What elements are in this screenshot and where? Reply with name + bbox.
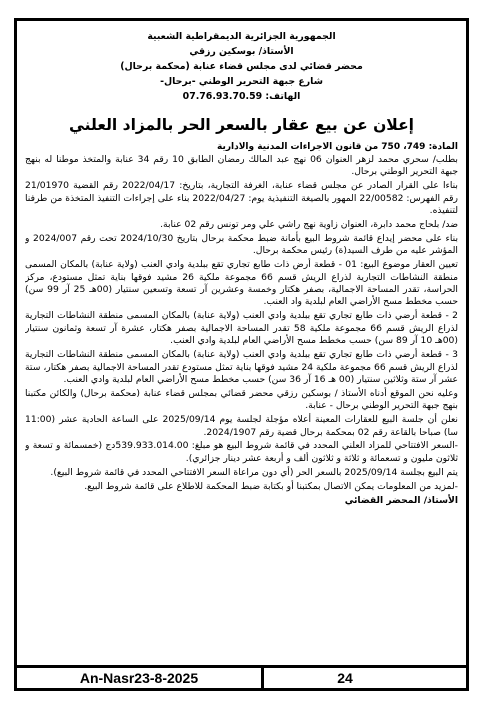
announcement-body: [25, 29, 458, 658]
bailiff-header: [25, 29, 458, 104]
republic-name: الجمهورية الجزائرية الديمقراطية الشعبية: [147, 31, 336, 42]
free-price-paragraph: يتم البيع بجلسة 2025/09/14 بالسعر الحر (أي دون مراعاة السعر الافتتاحي المحدد في قائمة شروط البيع).: [50, 466, 458, 478]
bailiff-office: محضر قضائي لدى مجلس قضاء عنابة (محكمة برحال): [120, 61, 363, 72]
bailiff-name: الأستاذ/ بوسكين رزقي: [189, 46, 294, 57]
office-address: شارع جبهة التحرير الوطني -برحال-: [160, 76, 323, 87]
page-footer: [17, 665, 466, 688]
page-number: 24: [337, 670, 353, 686]
contact-paragraph: -لمزيد من المعلومات يمكن الاتصال بمكتبنا أو بكتابة ضبط المحكمة للاطلاع على قائمة شروط البيع.: [84, 480, 458, 492]
opening-price-paragraph: -السعر الافتتاحي للمزاد العلني المحدد في قائمة شروط البيع هو مبلغ: 539.933.014.00دج (خمسمائة و تسعة و ثلاثون مليون و تسعمائة و ثلاثة و ثلاثون ألف و أربعة عشر دينار جزائري).: [25, 440, 458, 464]
signature: الأستاذ/ المحضر القضائي: [344, 494, 458, 506]
phone-number: 07.76.93.70.59: [182, 91, 263, 102]
property-3-paragraph: 3 - قطعة أرضي ذات طابع تجاري تقع ببلدية وادي العنب (ولاية عنابة) بالمكان المسمى منطقة النشاطات التجارية لذراع الريش قسم 66 مجموعة ملكية 24 مشيد فوقها بناية تمثل مستودع تقدر المساحة الاجمالية بصفر هكتار، ستة عشر آر ستة وثلاثين سنتيار (00 هـ 16 آر 36 سن) حسب مخطط مسح الأراضي العام لبلدية وادي العنب.: [25, 349, 458, 385]
property-1-paragraph: تعيين العقار موضوع البيع: 01 - قطعة أرض ذات طابع تجاري تقع ببلدية وادي العنب (ولاية عنابة) بالمكان المسمى منطقة النشاطات التجارية لذراع الريش قسم 66 مجموعة ملكية 26 مشيد فوقها بناية تمثل مستودع، مركز الحراسة، تقدر المساحة الاجمالية، بصفر هكتار وخمسة وعشرين آر تسعة وتسعين سنتيار (00هـ 25 آر 99 سن) حسب مخطط مسح الأراضي العام لبلدية واد العنب.: [25, 259, 458, 308]
journal-date: An-Nasr23-8-2025: [17, 668, 264, 688]
defendant-paragraph: ضد/ بلحاج محمد دابرة، العنوان زاوية نهج راشي علي ومر تونس رقم 02 عنابة.: [160, 219, 458, 231]
petitioner-paragraph: بطلب/ سحري محمد لزهر العنوان 06 نهج عبد المالك رمضان الطابق 10 رقم 34 عنابة والمتخذ موطنا له بنهج جبهة التحرير الوطني برحال.: [25, 154, 458, 178]
announcement-title: إعلان عن بيع عقار بالسعر الحر بالمزاد العلني: [69, 116, 414, 134]
hearing-paragraph: نعلن أن جلسة البيع للعقارات المعينة أعلاه مؤجلة لجلسة يوم 2025/09/14 على الساعة الحادية عشر (11:00 سا) صباحا بالقاعة رقم 02 بمحكمة برحال قضية رقم 2024/1907.: [25, 414, 458, 438]
phone-label: الهاتف:: [265, 91, 301, 102]
deposit-paragraph: بناء على محضر إيداع قائمة شروط البيع بأمانة ضبط محكمة برحال بتاريخ 2024/10/30 تحت رقم 2024/007 و المؤشر عليه من طرف السيد(ة) رئيس محكمة برحال.: [25, 232, 458, 257]
bailiff-statement-paragraph: وعليه نحن الموقع أدناه الأستاذ / بوسكين رزقي محضر قضائي بمجلس قضاء عنابة (محكمة برحال) والكائن مكتبنا بنهج جبهة التحرير الوطني برحال - عنابة.: [25, 387, 458, 412]
legal-articles: المادة: 749، 750 من قانون الاجراءات المدنية والادارية: [216, 142, 458, 152]
phone-line: [25, 89, 458, 104]
announcement-frame: [14, 18, 469, 691]
property-2-paragraph: 2 - قطعة أرضي ذات طابع تجاري تقع ببلدية وادي العنب (ولاية عنابة) بالمكان المسمى منطقة النشاطات التجارية لذراع الريش قسم 66 مجموعة ملكية 58 تقدر المساحة الاجمالية بصفر هكتار، عشرة آر تسعة وثمانون سنتيار (00هـ 10 آر 89 سن) حسب مخطط مسح الأراضي العام لبلدية وادي العنب.: [25, 310, 458, 347]
court-decision-paragraph: بناءا على القرار الصادر عن مجلس قضاء عنابة، الغرفة التجارية، بتاريخ: 2022/04/17 رقم القضية 21/01970 رقم الفهرس: 22/00582 المهور بالصيغة التنفيذية يوم: 2022/04/27 بناء على إجراءات التنفيذ المتخذة من طرفنا لتنفيذه.: [25, 180, 458, 217]
